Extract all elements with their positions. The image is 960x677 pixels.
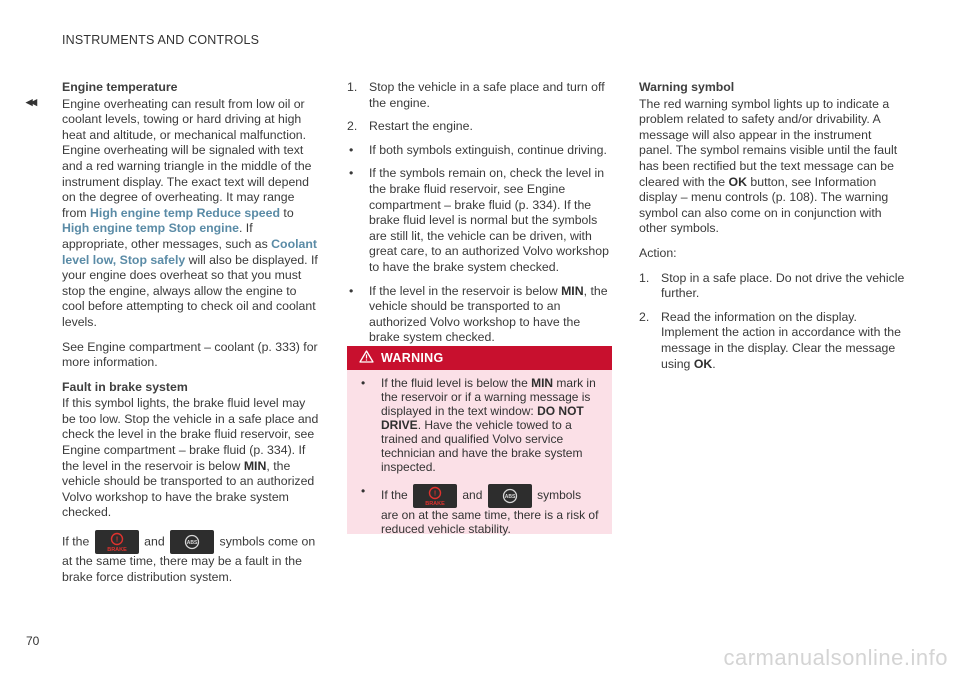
brake-label: BRAKE [425,501,445,507]
brake-warning-icon [95,530,139,554]
paragraph-brake-abs-symbols: If the ! BRAKE and ABS symbols come on at the same time, there may be a fault in the brake force distribution system. [62,530,320,585]
msg-coolant-level-low: Coolant level low, Stop safely [62,236,317,267]
paragraph-warning-symbol: The red warning symbol lights up to indicate a problem related to safety and/or drivability. A message will also appear in the instrument panel. The symbol remains visible until the fault has been rectified but the text message can be cleared with the OK button, see Information display – menu controls (p. 108). The warning symbol can also come on in conjunction with other symbols. [639,96,898,236]
heading-fault-brake-system: Fault in brake system [62,379,188,394]
bullet-symbols-remain: • If the symbols remain on, check the level in the brake fluid reservoir, see Engine compartment – brake fluid (p. 334). If the brake fluid level is normal but the symbols are still lit, the vehicle can be driven, with great care, to an authorized Volvo workshop to have the brake system checked. [349,166,609,274]
svg-text:!: ! [115,536,118,544]
heading-engine-temperature: Engine temperature [62,80,178,94]
step-2: 2. Restart the engine. [347,119,473,134]
paragraph-engine-overheating: Engine overheating can result from low oil or coolant levels, towing or hard driving at high heat and altitude, or mechanical malfunction. Engine overheating will be signaled with text and a red warning triangle in the middle of the instrument display. The exact text will depend on the degree of overheating. It may range from High engine temp Reduce speed to High engine temp Stop engine. If appropriate, other messages, such as Coolant level low, Stop safely will also be displayed. If your engine does overheat so that you must stop the engine, always allow the engine to cool before attempting to check oil and coolant levels. [62,96,318,329]
action-step-2: 2. Read the information on the display. Implement the action in accordance with the message in the display. Clear the message using OK. [639,309,901,371]
column-1 [62,80,320,594]
warning-bullet-2: • If the ! BRAKE and ABS symbols are on at the same time, there is a risk of reduced vehicle stability. [361,484,599,536]
brake-warning-icon [413,484,457,508]
paragraph-see-coolant: See Engine compartment – coolant (p. 333) for more information. [62,339,318,370]
bullet-symbols-extinguish: • If both symbols extinguish, continue driving. [349,142,607,157]
action-label: Action: [639,245,677,260]
back-arrows-icon[interactable]: ◂◂ [26,94,36,109]
action-step-1: 1. Stop in a safe place. Do not drive the vehicle further. [639,270,905,301]
svg-text:!: ! [433,490,437,498]
step-1: 1. Stop the vehicle in a safe place and turn off the engine. [347,80,605,110]
bullet-level-below-min: • If the level in the reservoir is below MIN, the vehicle should be transported to an authorized Volvo workshop to have the brake system checked. [349,283,608,345]
heading-warning-symbol: Warning symbol [639,80,735,94]
column-2 [347,80,611,354]
watermark: carmanualsonline.info [723,645,948,670]
warning-title: WARNING [381,351,444,365]
paragraph-brake-fluid: If this symbol lights, the brake fluid level may be too low. Stop the vehicle in a safe place and check the level in the brake fluid reservoir, see Engine compartment – brake fluid (p. 334). If the level in the reservoir is below MIN, the vehicle should be transported to an authorized Volvo workshop to have the brake system checked. [62,396,319,520]
abs-warning-icon [488,484,532,508]
column-3 [639,80,907,380]
warning-header [347,346,612,370]
abs-warning-icon [170,530,214,554]
abs-label: ABS [504,494,516,500]
page-number: 70 [26,634,40,648]
warning-bullet-1: • If the fluid level is below the MIN mark in the reservoir or if a warning message is displayed in the text window: DO NOT DRIVE. Have the vehicle towed to a trained and qualified Volvo service technician and have the brake system inspected. [361,376,596,474]
msg-high-temp-stop-engine: High engine temp Stop engine [62,221,239,236]
abs-label: ABS [186,540,198,547]
section-title: INSTRUMENTS AND CONTROLS [62,33,260,47]
warning-box [347,346,612,534]
brake-label: BRAKE [106,547,127,554]
warning-triangle-icon [359,350,374,366]
msg-high-temp-reduce-speed: High engine temp Reduce speed [90,205,280,220]
